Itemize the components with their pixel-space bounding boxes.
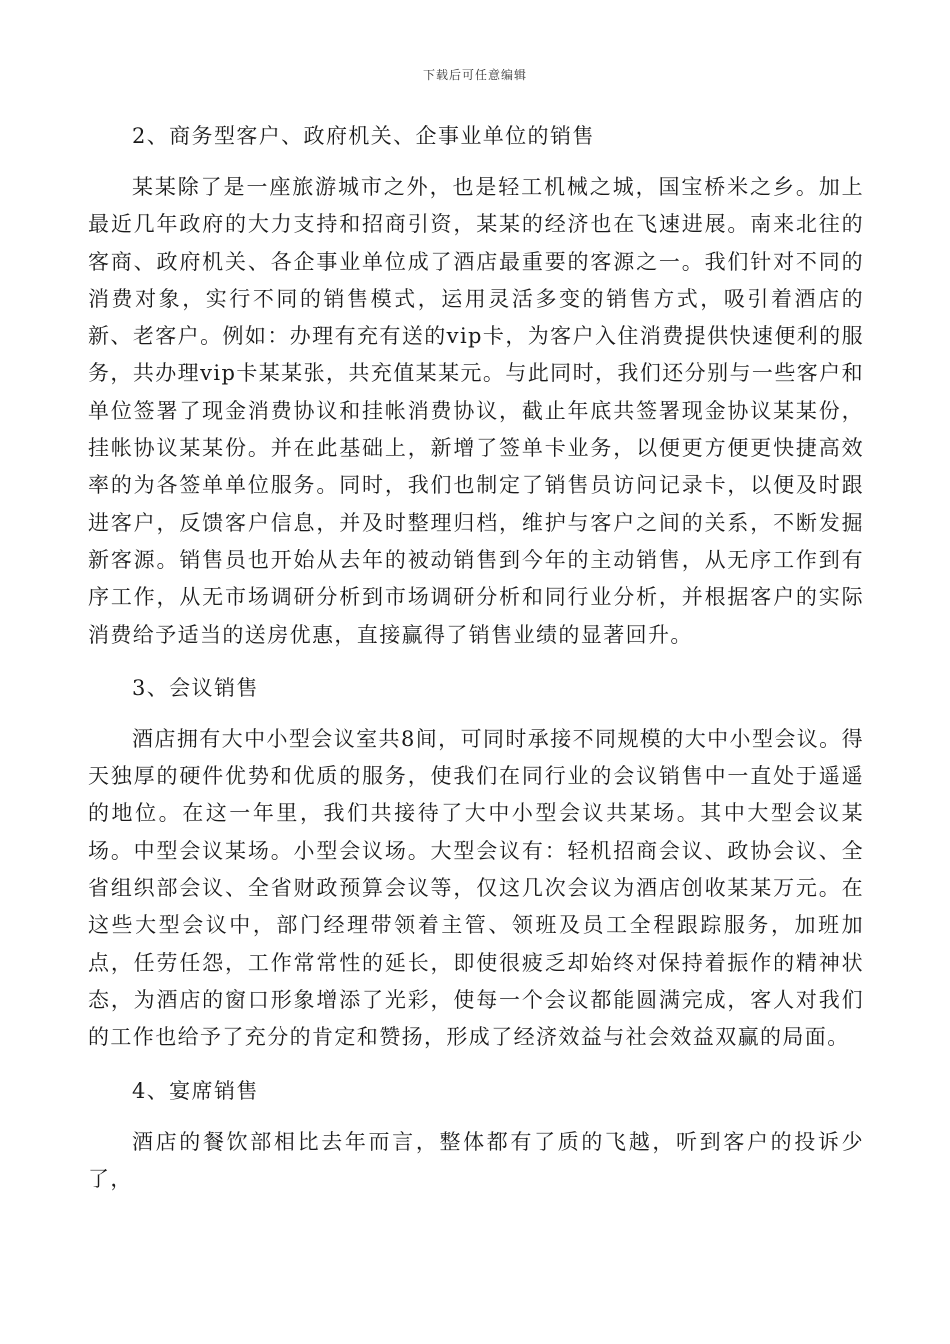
- spacer: [88, 708, 864, 721]
- section-heading-banquet-sales: 4、宴席销售: [132, 1078, 259, 1103]
- paragraph-business-clients: 某某除了是一座旅游城市之外，也是轻工机械之城，国宝桥米之乡。加上最近几年政府的大力支持和招商引资，某某的经济也在飞速进展。南来北往的客商、政府机关、各企事业单位成了酒店最重要的客源之一。我们针对不同的消费对象，实行不同的销售模式，运用灵活多变的销售方式，吸引着酒店的新、老客户。例如：办理有充有送的vip卡，为客户入住消费提供快速便利的服务，共办理vip卡某某张，共充值某某元。与此同时，我们还分别与一些客户和单位签署了现金消费协议和挂帐消费协议，截止年底共签署现金协议某某份，挂帐协议某某份。并在此基础上，新增了签单卡业务，以便更方便更快捷高效率的为各签单单位服务。同时，我们也制定了销售员访问记录卡，以便及时跟进客户，反馈客户信息，并及时整理归档，维护与客户之间的关系，不断发掘新客源。销售员也开始从去年的被动销售到今年的主动销售，从无序工作到有序工作，从无市场调研分析到市场调研分析和同行业分析，并根据客户的实际消费给予适当的送房优惠，直接赢得了销售业绩的显著回升。: [88, 175, 864, 647]
- document-body: [88, 116, 864, 1198]
- section-heading-business-clients: 2、商务型客户、政府机关、企事业单位的销售: [132, 124, 595, 148]
- paragraph-conference-sales: 酒店拥有大中小型会议室共8间，可同时承接不同规模的大中小型会议。得天独厚的硬件优势和优质的服务，使我们在同行业的会议销售中一直处于遥遥的地位。在这一年里，我们共接待了大中小型会议共某场。其中大型会议某场。中型会议某场。小型会议场。大型会议有：轻机招商会议、政协会议、全省组织部会议、全省财政预算会议等，仅这几次会议为酒店创收某某万元。在这些大型会议中，部门经理带领着主管、领班及员工全程跟踪服务，加班加点，任劳任怨，工作常常性的延长，即使很疲乏却始终对保持着振作的精神状态，为酒店的窗口形象增添了光彩，使每一个会议都能圆满完成，客人对我们的工作也给予了充分的肯定和赞扬，形成了经济效益与社会效益双赢的局面。: [88, 726, 864, 1050]
- section-heading-conference-sales: 3、会议销售: [132, 675, 259, 700]
- spacer: [88, 1111, 864, 1124]
- spacer: [88, 1057, 864, 1071]
- paragraph-banquet-sales: 酒店的餐饮部相比去年而言，整体都有了质的飞越，听到客户的投诉少了，: [88, 1129, 864, 1191]
- page-header: 下载后可任意编辑: [422, 68, 527, 82]
- spacer: [88, 156, 864, 169]
- spacer: [88, 654, 864, 668]
